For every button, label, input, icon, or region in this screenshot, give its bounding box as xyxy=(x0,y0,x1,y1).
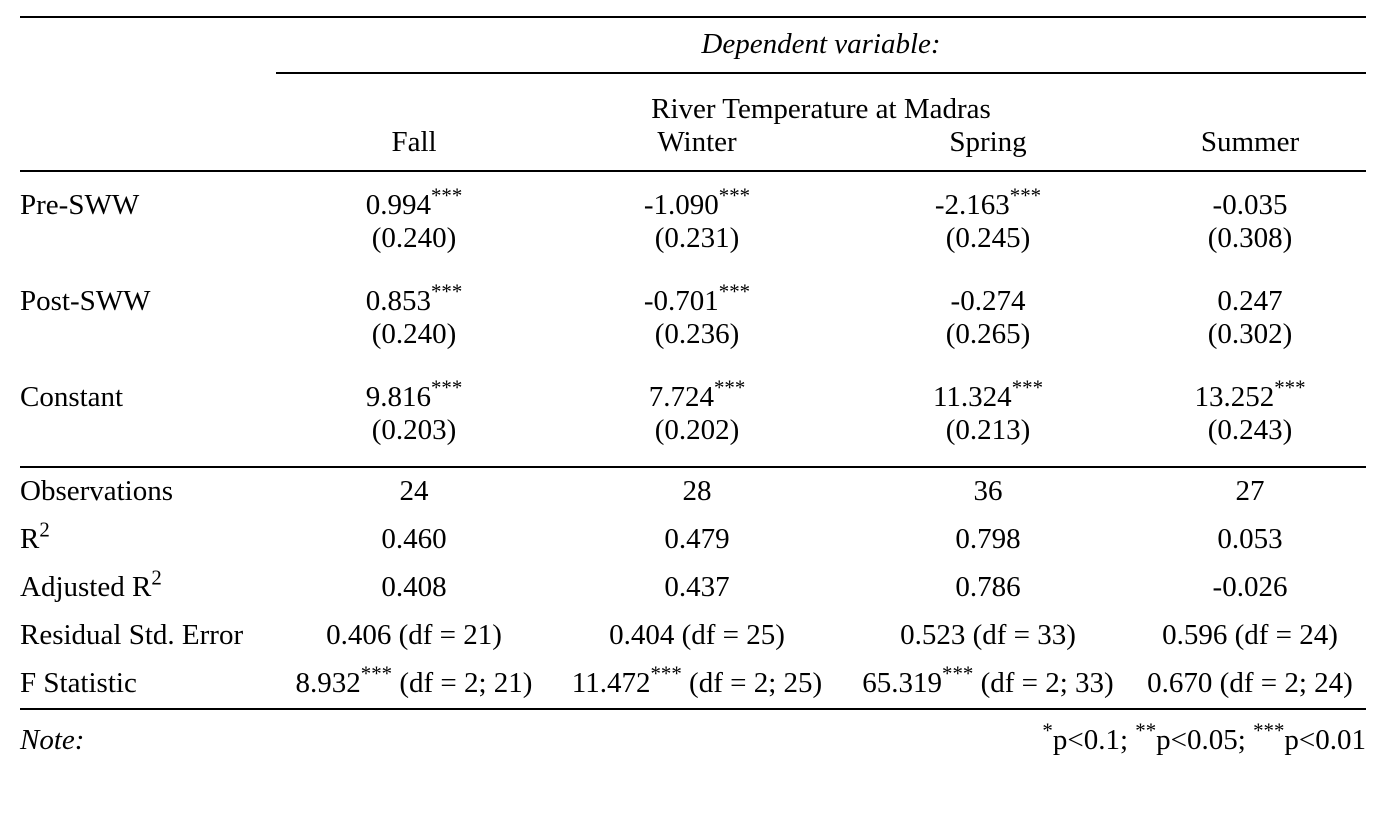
row-label-pre-sww: Pre-SWW xyxy=(20,171,276,222)
se-cell: (0.231) xyxy=(654,222,740,254)
table-row-residual-std-error xyxy=(20,612,1366,660)
coef-cell: -1.090*** xyxy=(552,171,842,222)
stat-cell: 65.319*** (df = 2; 33) xyxy=(862,661,1114,700)
stat-cell: 24 xyxy=(276,467,552,516)
column-header-winter: Winter xyxy=(657,126,737,158)
table-row-observations xyxy=(20,467,1366,516)
se-cell: (0.302) xyxy=(1207,318,1293,350)
table-row-pre-sww xyxy=(20,171,1366,222)
header-row-columns xyxy=(20,126,1366,171)
stat-cell: 0.479 xyxy=(664,523,730,556)
stat-cell: 0.798 xyxy=(955,523,1021,556)
column-header-fall: Fall xyxy=(391,126,437,158)
se-cell: (0.245) xyxy=(945,222,1031,254)
note-label: Note: xyxy=(20,709,276,772)
coef-cell: -0.701*** xyxy=(643,279,751,317)
coef-cell: 0.994*** xyxy=(276,171,552,222)
coef-cell: 7.724*** xyxy=(648,375,746,413)
coef-cell: -0.274 xyxy=(950,284,1026,317)
row-label-residual-std-error: Residual Std. Error xyxy=(20,619,244,652)
table-row-constant xyxy=(20,364,1366,414)
se-cell: (0.240) xyxy=(371,222,457,254)
coef-cell: -2.163*** xyxy=(842,171,1134,222)
table-row-adjusted-r2 xyxy=(20,564,1366,612)
se-cell: (0.265) xyxy=(945,318,1031,350)
header-row-dependent-variable xyxy=(20,17,1366,73)
stat-cell: 0.670 (df = 2; 24) xyxy=(1147,667,1353,700)
stat-cell: 0.406 (df = 21) xyxy=(326,619,502,652)
stat-cell: 0.460 xyxy=(381,523,447,556)
coef-cell: 11.324*** xyxy=(933,375,1043,413)
table-row-note xyxy=(20,709,1366,772)
column-header-summer: Summer xyxy=(1200,126,1300,158)
dependent-variable-name: River Temperature at Madras xyxy=(651,92,991,125)
se-cell: (0.243) xyxy=(1207,414,1293,446)
row-label-post-sww: Post-SWW xyxy=(20,284,151,317)
se-cell: (0.202) xyxy=(654,414,740,446)
coef-cell: -0.035 xyxy=(1134,171,1366,222)
coef-cell: 0.853*** xyxy=(365,279,463,317)
stat-cell: 0.786 xyxy=(955,571,1021,604)
se-cell: (0.240) xyxy=(371,318,457,350)
table-row-post-sww xyxy=(20,268,1366,318)
table-row-constant-se xyxy=(20,414,1366,467)
table-row-pre-sww-se xyxy=(20,222,1366,268)
stat-cell: 0.437 xyxy=(664,571,730,604)
table-row-r2 xyxy=(20,516,1366,564)
stat-cell: 36 xyxy=(842,467,1134,516)
stat-cell: 0.404 (df = 25) xyxy=(609,619,785,652)
table-row-f-statistic xyxy=(20,660,1366,709)
stat-cell: 11.472*** (df = 2; 25) xyxy=(571,661,823,700)
coef-cell: 0.247 xyxy=(1217,284,1283,317)
stat-cell: 0.596 (df = 24) xyxy=(1162,619,1338,652)
stat-cell: 27 xyxy=(1134,467,1366,516)
se-cell: (0.308) xyxy=(1207,222,1293,254)
stat-cell: 0.053 xyxy=(1217,523,1283,556)
stat-cell: 8.932*** (df = 2; 21) xyxy=(295,661,533,700)
se-cell: (0.213) xyxy=(945,414,1031,446)
table-row-post-sww-se xyxy=(20,318,1366,364)
regression-table xyxy=(20,16,1366,772)
significance-note: *p<0.1; **p<0.05; ***p<0.01 xyxy=(276,709,1366,772)
row-label-constant: Constant xyxy=(20,380,124,413)
stat-cell: 0.408 xyxy=(381,571,447,604)
row-label-r2: $R^2$ xyxy=(20,517,50,556)
stat-cell: 0.523 (df = 33) xyxy=(900,619,1076,652)
se-cell: (0.236) xyxy=(654,318,740,350)
coef-cell: 13.252*** xyxy=(1194,375,1306,413)
stat-cell: 28 xyxy=(552,467,842,516)
row-label-f-statistic: F Statistic xyxy=(20,667,137,700)
dependent-variable-label: Dependent variable: xyxy=(276,17,1366,73)
header-row-variable-name xyxy=(20,73,1366,126)
se-cell: (0.203) xyxy=(371,414,457,446)
stat-cell: -0.026 xyxy=(1212,571,1288,604)
row-label-adjusted-r2: Adjusted $R^2$ xyxy=(20,565,162,604)
coef-cell: 9.816*** xyxy=(365,375,463,413)
row-label-observations: Observations xyxy=(20,467,276,516)
column-header-spring: Spring xyxy=(949,126,1027,158)
